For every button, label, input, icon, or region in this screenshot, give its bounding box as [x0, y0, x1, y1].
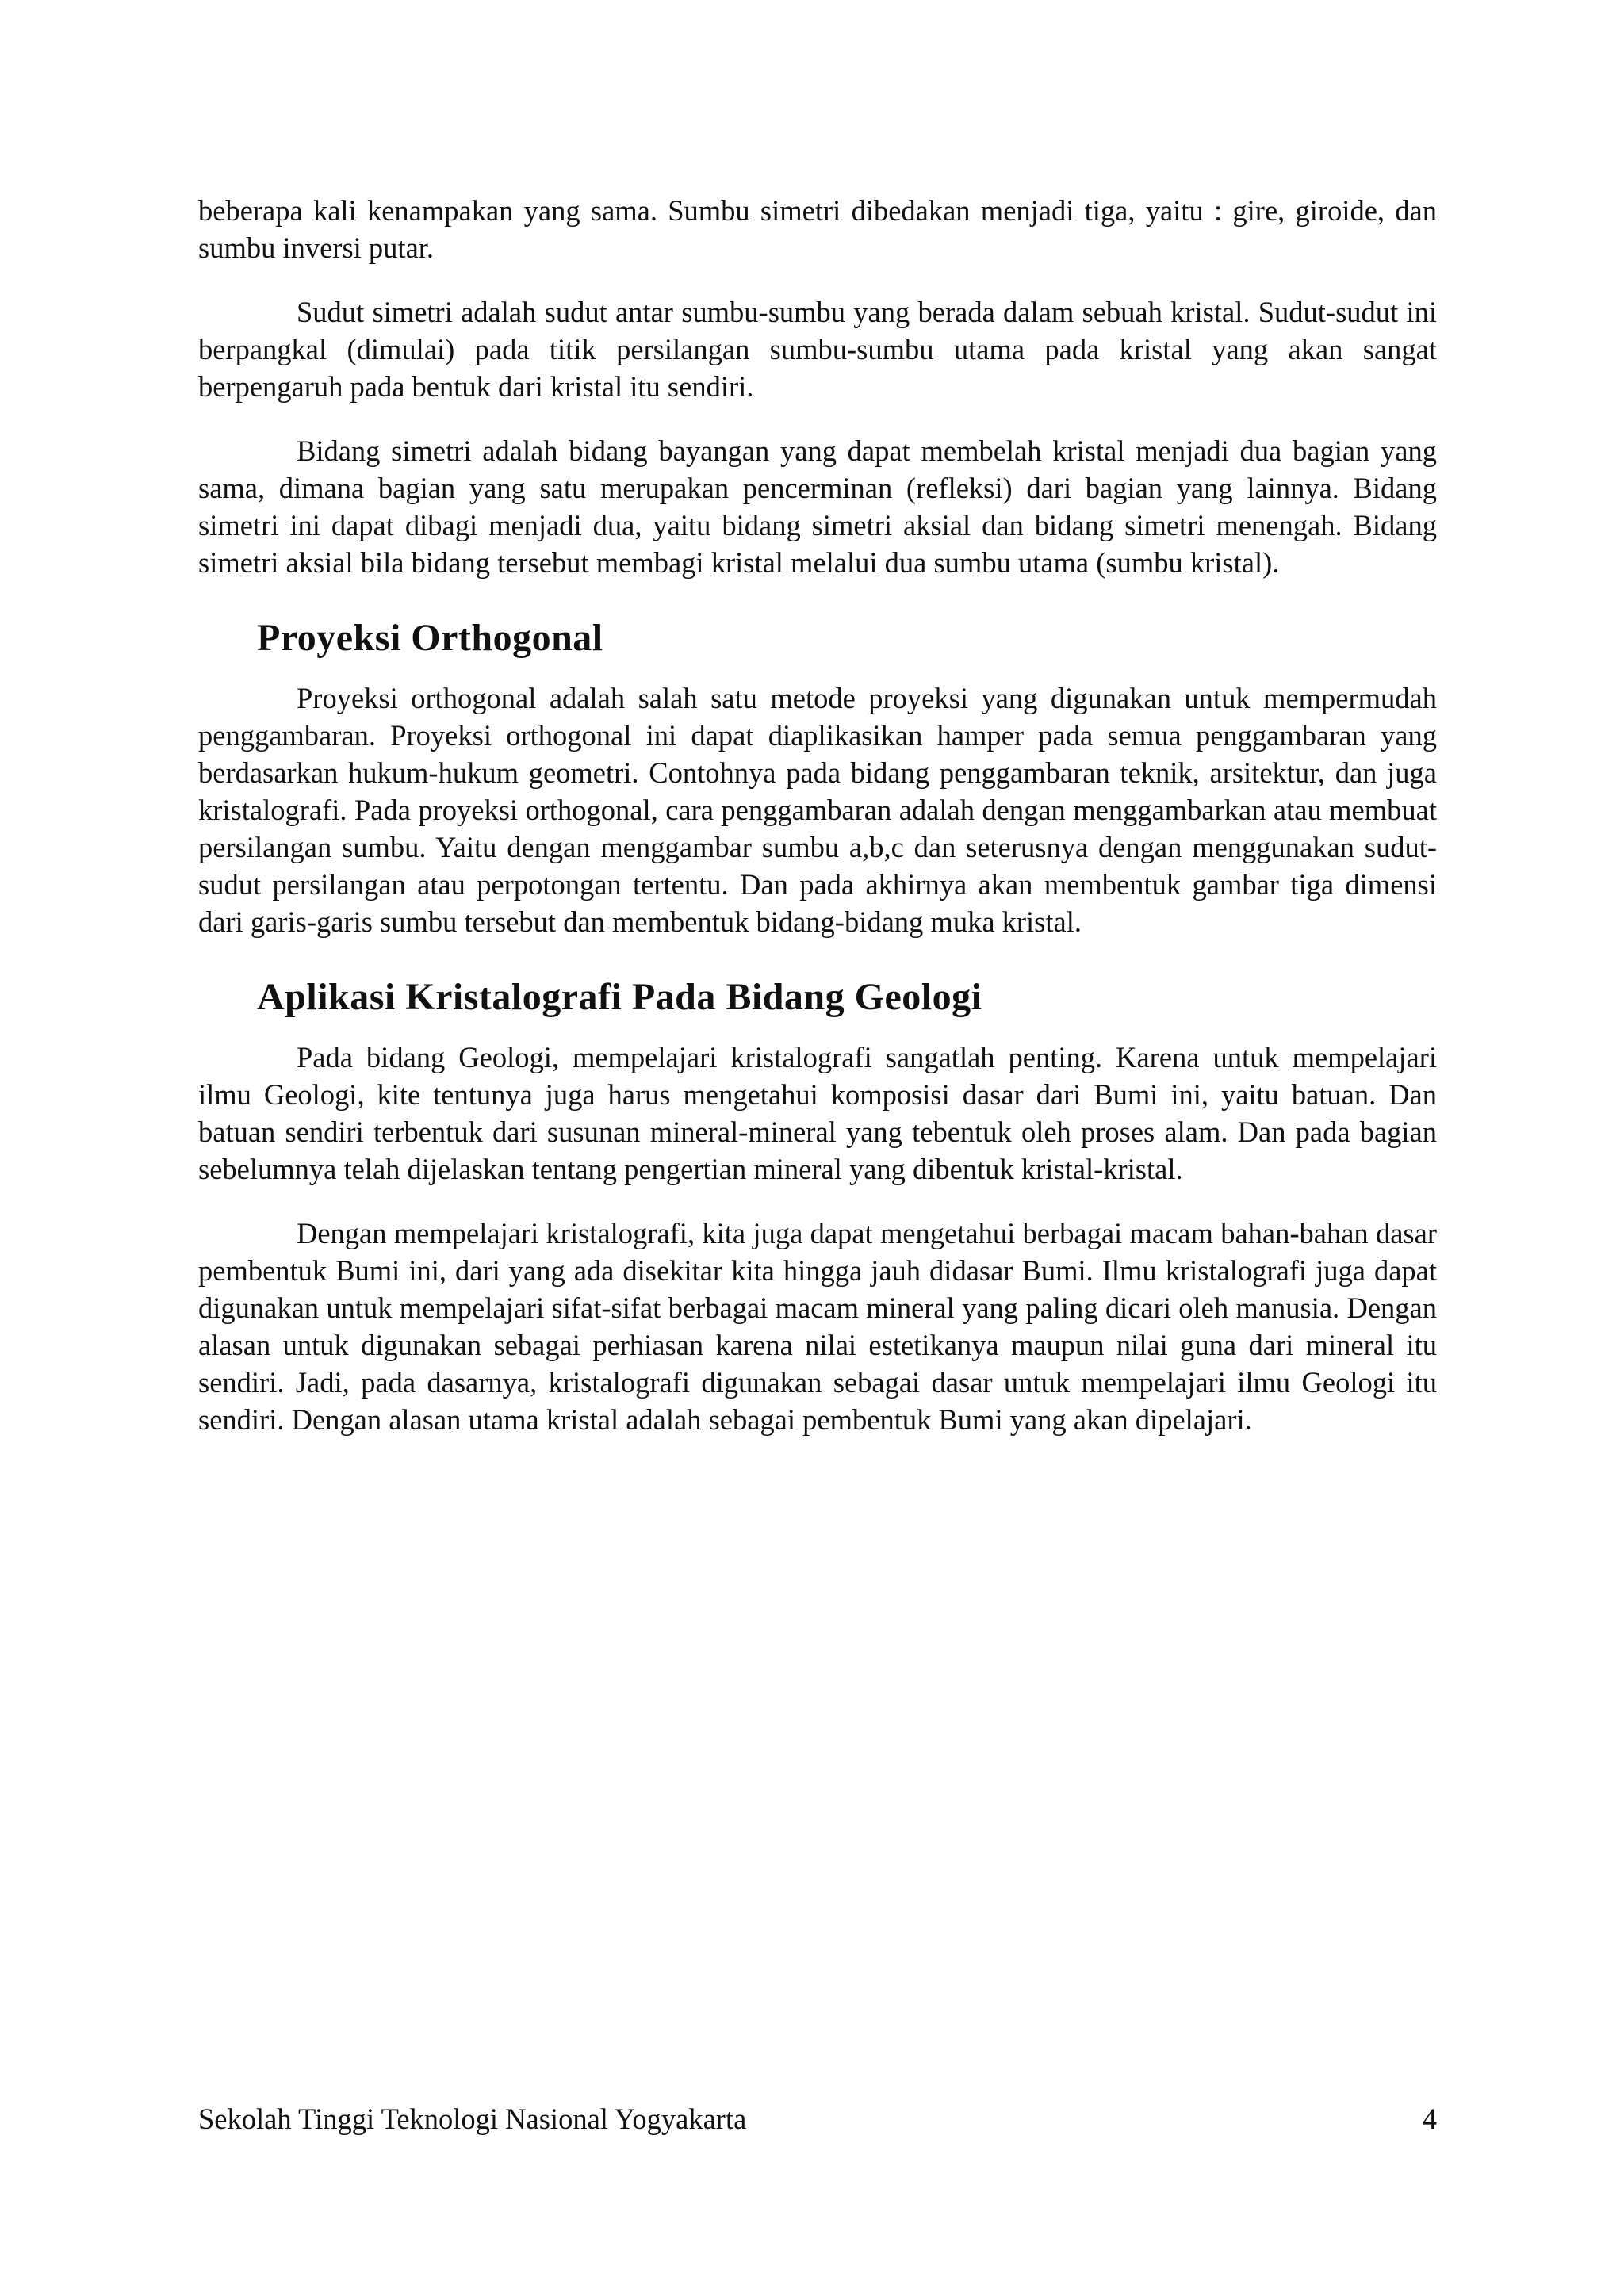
heading-aplikasi-kristalografi: Aplikasi Kristalografi Pada Bidang Geologi: [257, 976, 982, 1018]
paragraph-sumbu-simetri-continued: beberapa kali kenampakan yang sama. Sumbu simetri dibedakan menjadi tiga, yaitu : gire, giroide, dan sumbu inversi putar.: [198, 194, 1437, 264]
page-content: [198, 192, 1437, 1438]
heading-proyeksi-orthogonal: Proyeksi Orthogonal: [257, 617, 603, 659]
paragraph-bidang-simetri: Bidang simetri adalah bidang bayangan yang dapat membelah kristal menjadi dua bagian yang sama, dimana bagian yang satu merupakan pencerminan (refleksi) dari bagian yang lainnya. Bidang simetri ini dapat dibagi menjadi dua, yaitu bidang simetri aksial dan bidang simetri menengah. Bidang simetri aksial bila bidang tersebut membagi kristal melalui dua sumbu utama (sumbu kristal).: [198, 434, 1437, 579]
paragraph-aplikasi-geologi: Pada bidang Geologi, mempelajari kristalografi sangatlah penting. Karena untuk mempelajari ilmu Geologi, kite tentunya juga harus mengetahui komposisi dasar dari Bumi ini, yaitu batuan. Dan batuan sendiri terbentuk dari susunan mineral-mineral yang tebentuk oleh proses alam. Dan pada bagian sebelumnya telah dijelaskan tentang pengertian mineral yang dibentuk kristal-kristal.: [198, 1041, 1437, 1185]
paragraph-sudut-simetri: Sudut simetri adalah sudut antar sumbu-sumbu yang berada dalam sebuah kristal. Sudut-sudut ini berpangkal (dimulai) pada titik persilangan sumbu-sumbu utama pada kristal yang akan sangat berpengaruh pada bentuk dari kristal itu sendiri.: [198, 296, 1437, 403]
paragraph-mempelajari-kristalografi: Dengan mempelajari kristalografi, kita juga dapat mengetahui berbagai macam bahan-bahan dasar pembentuk Bumi ini, dari yang ada disekitar kita hingga jauh didasar Bumi. Ilmu kristalografi juga dapat digunakan untuk mempelajari sifat-sifat berbagai macam mineral yang paling dicari oleh manusia. Dengan alasan untuk digunakan sebagai perhiasan karena nilai estetikanya maupun nilai guna dari mineral itu sendiri. Jadi, pada dasarnya, kristalografi digunakan sebagai dasar untuk mempelajari ilmu Geologi itu sendiri. Dengan alasan utama kristal adalah sebagai pembentuk Bumi yang akan dipelajari.: [198, 1217, 1437, 1436]
footer-page-number: 4: [1422, 2103, 1437, 2135]
footer-institution: Sekolah Tinggi Teknologi Nasional Yogyakarta: [198, 2103, 747, 2135]
page-footer: [198, 2099, 1437, 2139]
paragraph-proyeksi-orthogonal: Proyeksi orthogonal adalah salah satu metode proyeksi yang digunakan untuk mempermudah penggambaran. Proyeksi orthogonal ini dapat diaplikasikan hamper pada semua penggambaran yang berdasarkan hukum-hukum geometri. Contohnya pada bidang penggambaran teknik, arsitektur, dan juga kristalografi. Pada proyeksi orthogonal, cara penggambaran adalah dengan menggambarkan atau membuat persilangan sumbu. Yaitu dengan menggambar sumbu a,b,c dan seterusnya dengan menggunakan sudut-sudut persilangan atau perpotongan tertentu. Dan pada akhirnya akan membentuk gambar tiga dimensi dari garis-garis sumbu tersebut dan membentuk bidang-bidang muka kristal.: [198, 682, 1437, 938]
